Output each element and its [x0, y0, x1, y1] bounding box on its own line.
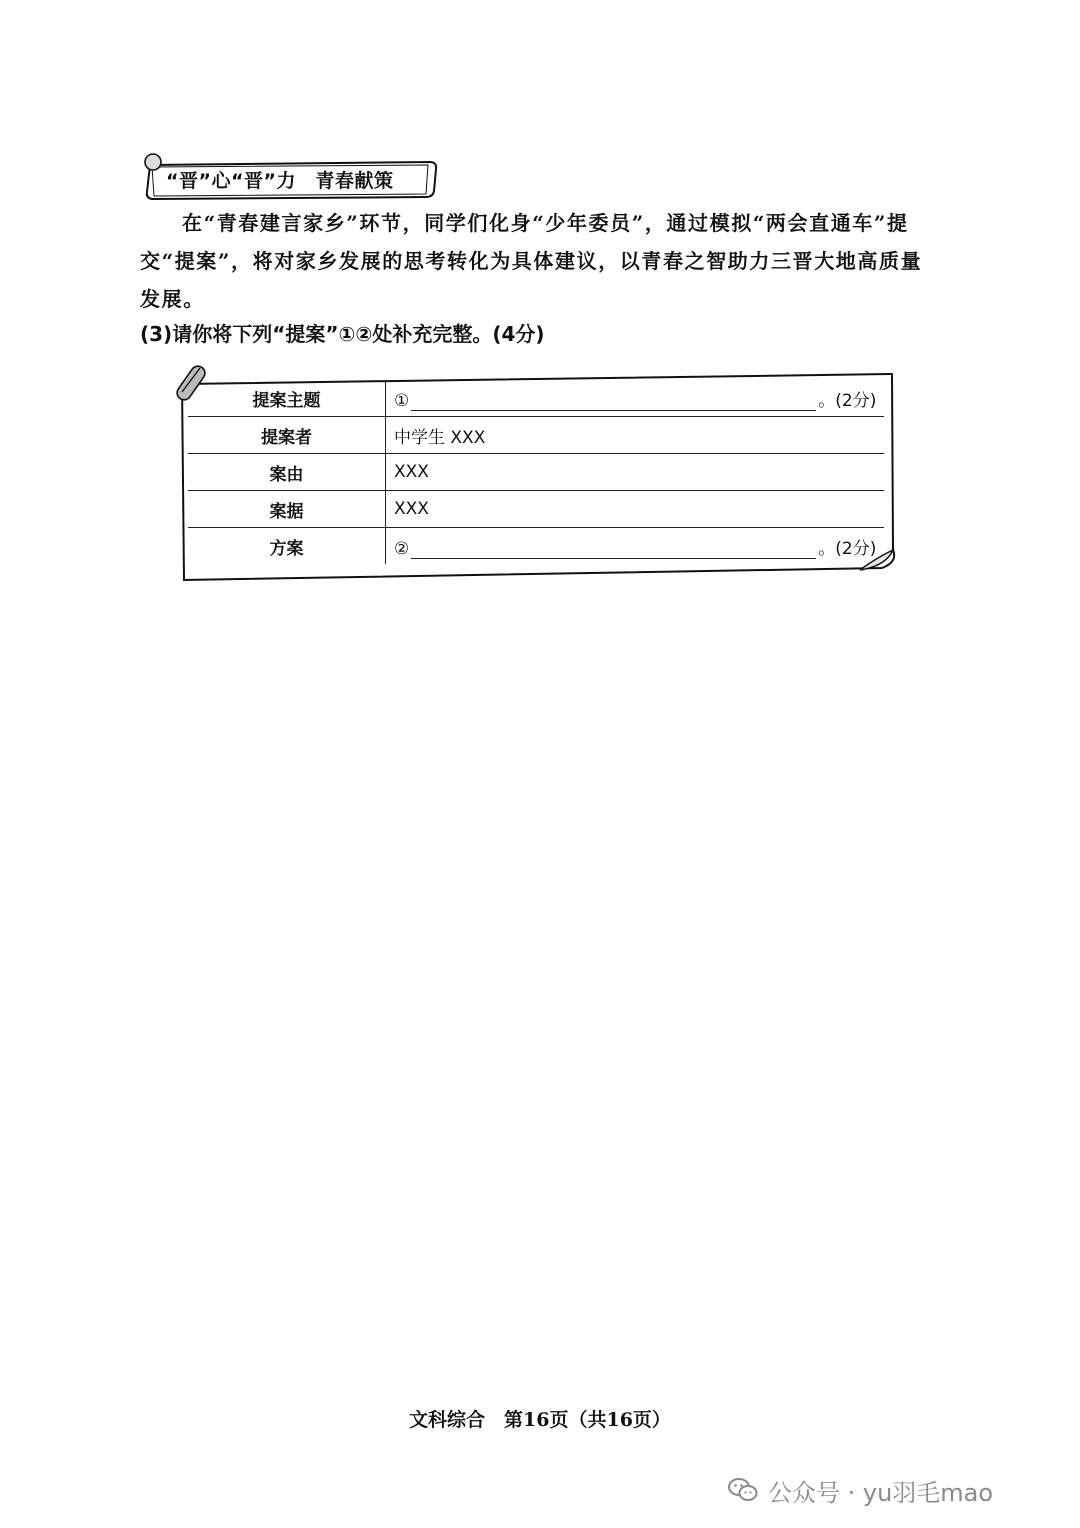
row-label-plan: 方案 — [188, 528, 386, 565]
score-note-2: 。(2分) — [818, 538, 877, 559]
blank-marker-1: ① — [394, 390, 410, 411]
page-footer: 文科综合 第16页（共16页） — [409, 1409, 671, 1431]
row-value-reason: XXX — [386, 454, 885, 491]
table-row — [188, 491, 884, 528]
table-row — [188, 417, 884, 454]
row-value-basis: XXX — [386, 491, 885, 528]
blank-marker-2: ② — [394, 538, 410, 559]
intro-paragraph: 在“青春建言家乡”环节，同学们化身“少年委员”，通过模拟“两会直通车”提交“提案”，将对家乡发展的思考转化为具体建议，以青春之智助力三晋大地高质量发展。 — [140, 211, 923, 311]
row-value-topic — [386, 380, 885, 417]
proposal-table — [188, 380, 884, 564]
row-label-proposer: 提案者 — [188, 417, 386, 454]
row-value-proposer: 中学生 XXX — [386, 417, 885, 454]
question-text: (3)请你将下列“提案”①②处补充完整。(4分) — [140, 322, 545, 346]
answer-blank-1[interactable] — [411, 392, 816, 411]
table-row — [188, 454, 884, 491]
watermark — [728, 1472, 993, 1508]
score-note-1: 。(2分) — [818, 390, 877, 411]
table-row — [188, 380, 884, 417]
row-label-basis: 案据 — [188, 491, 386, 528]
section-banner — [142, 153, 438, 201]
watermark-text: 公众号 · yu羽毛mao — [768, 1478, 994, 1507]
row-label-reason: 案由 — [188, 454, 386, 491]
row-value-plan — [386, 528, 885, 565]
proposal-card — [170, 362, 905, 587]
section-title: “晋”心“晋”力 青春献策 — [166, 170, 394, 192]
answer-blank-2[interactable] — [411, 540, 816, 559]
row-label-topic: 提案主题 — [188, 380, 386, 417]
table-row — [188, 528, 884, 565]
wechat-icon — [728, 1477, 758, 1503]
